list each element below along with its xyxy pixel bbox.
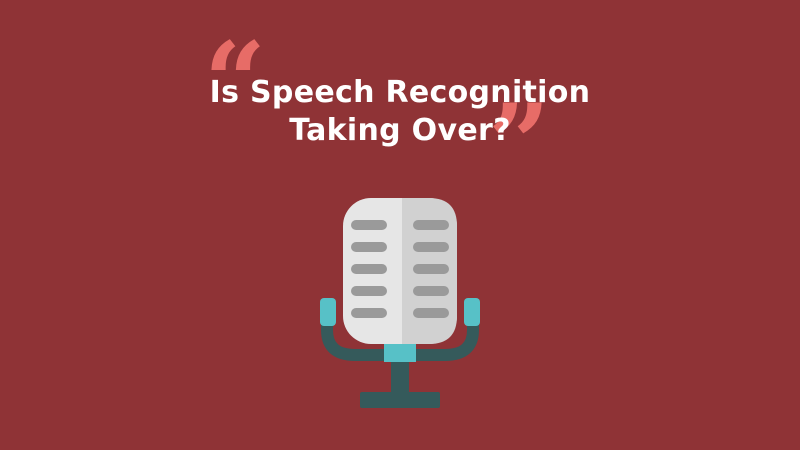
mic-neck-accent	[384, 344, 416, 362]
headline-title	[0, 74, 800, 150]
open-quote-icon: “	[204, 19, 267, 145]
mic-clip-left	[320, 298, 336, 326]
mic-stand-base	[360, 392, 440, 408]
mic-clip-right	[464, 298, 480, 326]
close-quote-icon: ”	[488, 81, 551, 207]
mic-stand-stem	[391, 362, 409, 392]
headline-line-2: Taking Over?	[289, 113, 511, 148]
headline-line-1: Is Speech Recognition	[209, 75, 591, 110]
